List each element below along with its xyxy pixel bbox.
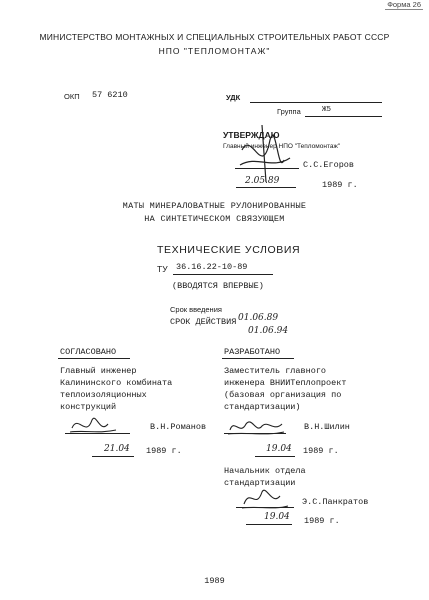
approve-date: 2.05.89 <box>245 176 280 186</box>
developed-line-3: (базовая организация по <box>224 390 342 400</box>
footer-year: 1989 <box>204 576 225 586</box>
developed-date: 19.04 <box>266 444 292 454</box>
developed-year: 1989 г. <box>303 446 339 456</box>
approve-position: Главный инженер НПО "Тепломонтаж" <box>223 143 341 150</box>
standards-head-year: 1989 г. <box>304 516 340 526</box>
approve-name: С.С.Егоров <box>303 160 355 170</box>
developed-title: РАЗРАБОТАНО <box>224 347 281 357</box>
group-line <box>305 116 382 117</box>
ministry-heading: МИНИСТЕРСТВО МОНТАЖНЫХ И СПЕЦИАЛЬНЫХ СТРОИТЕЛЬНЫХ РАБОТ СССР <box>39 32 390 42</box>
spec-title: ТЕХНИЧЕСКИЕ УСЛОВИЯ <box>157 244 301 256</box>
standards-head-name: Э.С.Панкратов <box>302 497 369 507</box>
term-label: Срок введения <box>170 305 222 314</box>
tu-value: 36.16.22-10-89 <box>176 262 248 272</box>
agreed-name: В.Н.Романов <box>150 422 207 432</box>
agreed-line-3: теплоизоляционных <box>60 390 147 400</box>
tu-line <box>173 274 273 275</box>
agreed-title-underline <box>58 358 130 359</box>
standards-head-signature <box>238 484 290 514</box>
approve-title: УТВЕРЖДАЮ <box>223 130 280 140</box>
form-label: Форма 26 <box>387 0 421 9</box>
udk-label: УДК <box>226 93 241 102</box>
developed-date-line <box>255 456 295 457</box>
approve-date-line <box>236 187 296 188</box>
agreed-sign-line <box>65 433 130 434</box>
agreed-signature <box>68 410 118 440</box>
standards-head-sign-line <box>236 507 294 508</box>
agreed-date-line <box>92 456 134 457</box>
product-title-line1: МАТЫ МИНЕРАЛОВАТНЫЕ РУЛОНИРОВАННЫЕ <box>122 201 307 211</box>
validity-date1: 01.06.89 <box>238 313 279 323</box>
standards-head-line-2: стандартизации <box>224 478 296 488</box>
agreed-date: 21.04 <box>104 444 130 454</box>
developed-line-2: инженера ВНИИТеплопроект <box>224 378 347 388</box>
validity-date2: 01.06.94 <box>248 326 289 336</box>
developed-line-1: Заместитель главного <box>224 366 327 376</box>
agreed-line-1: Главный инженер <box>60 366 137 376</box>
developed-title-underline <box>222 358 294 359</box>
spec-note: (ВВОДЯТСЯ ВПЕРВЫЕ) <box>172 281 264 291</box>
developed-sign-line <box>224 433 286 434</box>
standards-head-date-line <box>246 524 292 525</box>
developed-line-4: стандартизации) <box>224 402 301 412</box>
udk-line <box>250 102 382 103</box>
agreed-line-4: конструкций <box>60 402 117 412</box>
tu-label: ТУ <box>157 264 168 274</box>
developed-name: В.Н.Шилин <box>304 422 350 432</box>
okp-value: 57 6210 <box>92 90 128 100</box>
product-title-line2: НА СИНТЕТИЧЕСКОМ СВЯЗУЮЩЕМ <box>144 214 285 224</box>
standards-head-date: 19.04 <box>264 512 290 522</box>
agreed-line-2: Калининского комбината <box>60 378 173 388</box>
agreed-year: 1989 г. <box>146 446 182 456</box>
validity-label: СРОК ДЕЙСТВИЯ <box>170 317 237 327</box>
agreed-title: СОГЛАСОВАНО <box>60 347 117 357</box>
organization-heading: НПО "ТЕПЛОМОНТАЖ" <box>158 46 271 56</box>
okp-label: ОКП <box>64 92 80 101</box>
group-label: Группа <box>277 107 301 116</box>
standards-head-line-1: Начальник отдела <box>224 466 306 476</box>
group-value: Ж5 <box>322 106 332 114</box>
approve-year: 1989 г. <box>322 180 358 190</box>
developed-signature <box>226 414 286 440</box>
approve-sign-line <box>235 168 299 169</box>
